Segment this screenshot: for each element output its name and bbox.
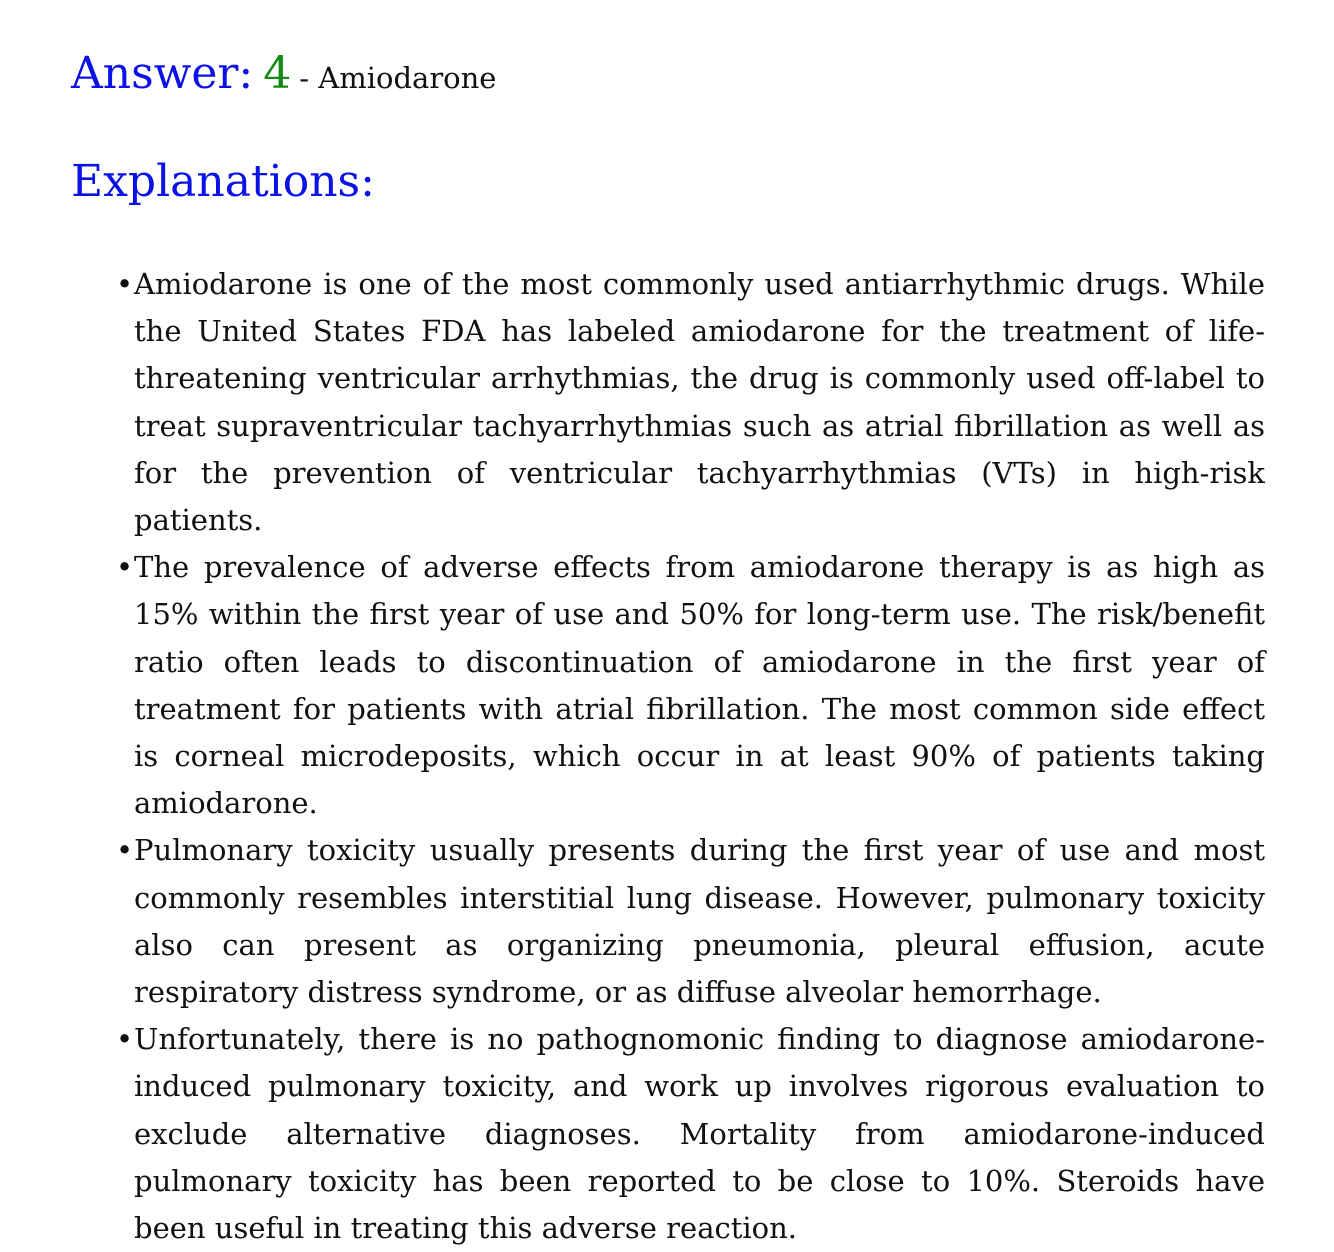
bullet-icon: • (116, 1022, 134, 1057)
explanation-text: Amiodarone is one of the most commonly used antiarrhythmic drugs. While the United States FDA has labeled amiodarone for the treatment of life-threatening ventricular arrhythmias, the drug is commonly used off-label to treat supraventricular tachyarrhythmias such as atrial fibrillation as well as for the prevention of ventricular tachyarrhythmias (VTs) in high-risk patients. (134, 267, 1265, 538)
answer-text: - Amiodarone (299, 61, 497, 95)
answer-label: Answer: (71, 48, 254, 99)
bullet-icon: • (116, 550, 134, 585)
answer-number: 4 (263, 48, 292, 99)
bullet-icon: • (116, 267, 134, 301)
explanation-text: Unfortunately, there is no pathognomonic finding to diagnose amiodarone-induced pulmonary toxicity, and work up involves rigorous evaluation to exclude alternative diagnoses. Mortality from amiodarone-induced pulmonary toxicity has been reported to be close to 10%. Steroids have been useful in treating this adverse reaction. (134, 1022, 1265, 1246)
explanation-item (116, 261, 1265, 544)
explanation-text: Pulmonary toxicity usually presents during the first year of use and most commonly resembles interstitial lung disease. However, pulmonary toxicity also can present as organizing pneumonia, pleural effusion, acute respiratory distress syndrome, or as diffuse alveolar hemorrhage. (134, 833, 1265, 1010)
explanation-item (116, 827, 1265, 1016)
explanation-text: The prevalence of adverse effects from amiodarone therapy is as high as 15% within the first year of use and 50% for long-term use. The risk/benefit ratio often leads to discontinuation of amiodarone in the first year of treatment for patients with atrial fibrillation. The most common side effect is corneal microdeposits, which occur in at least 90% of patients taking amiodarone. (134, 550, 1265, 821)
explanation-item (116, 544, 1265, 827)
explanation-item (116, 1016, 1265, 1252)
bullet-icon: • (116, 833, 134, 868)
explanations-heading: Explanations: (71, 156, 375, 207)
answer-line (71, 48, 497, 99)
explanations-list (116, 261, 1265, 1252)
